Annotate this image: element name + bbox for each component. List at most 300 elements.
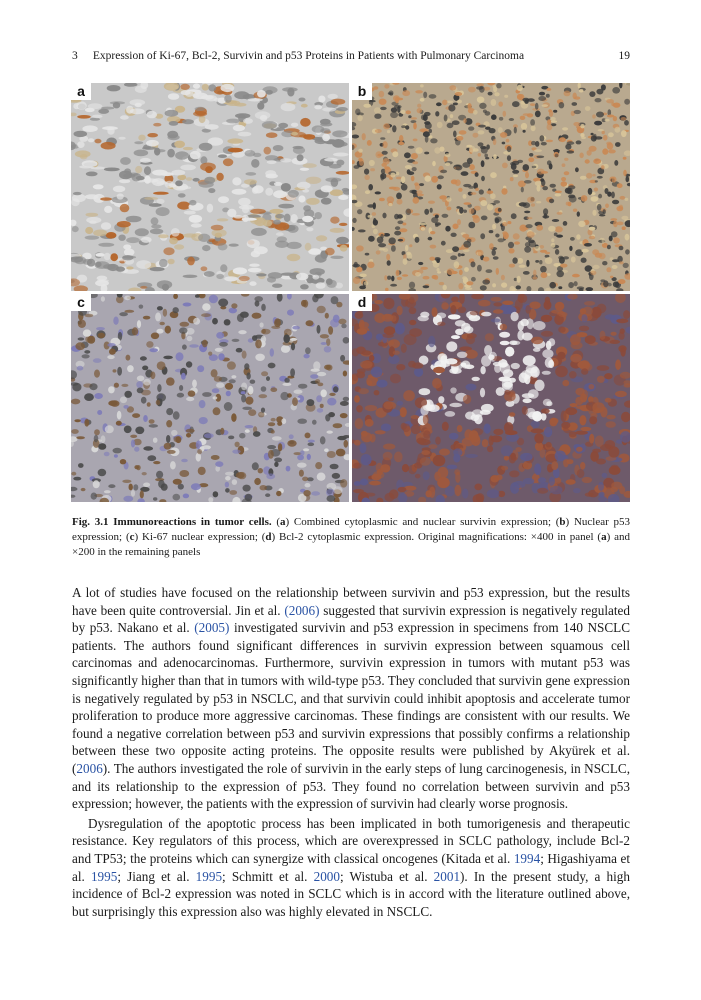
tissue-cell (374, 114, 381, 119)
tissue-cell (78, 320, 86, 328)
tissue-cell (591, 196, 599, 202)
tissue-cell (242, 206, 249, 214)
tissue-cell (180, 165, 196, 171)
tissue-cell (137, 376, 145, 382)
tissue-cell (216, 383, 224, 388)
tissue-cell (435, 111, 439, 116)
tissue-cell (492, 249, 496, 255)
tissue-cell (126, 237, 140, 243)
tissue-cell (535, 103, 539, 110)
tissue-cell (475, 188, 479, 191)
tissue-cell (202, 84, 209, 91)
tissue-cell (380, 234, 383, 239)
tissue-cell (310, 374, 318, 379)
tissue-cell (178, 193, 186, 197)
tissue-cell (607, 192, 611, 197)
tissue-cell (98, 469, 107, 476)
tissue-cell (171, 228, 180, 237)
tissue-cell (555, 154, 559, 158)
tissue-cell (168, 93, 179, 100)
tissue-cell (78, 337, 85, 340)
tissue-cell (167, 149, 175, 158)
tissue-cell (119, 312, 128, 316)
tissue-cell (391, 245, 396, 252)
tissue-cell (411, 117, 417, 120)
tissue-cell (596, 112, 604, 118)
tissue-cell (189, 200, 196, 206)
tissue-cell (274, 182, 282, 186)
tissue-cell (97, 276, 108, 281)
tissue-cell (281, 183, 291, 192)
tissue-cell (140, 158, 151, 163)
tissue-cell (395, 323, 405, 335)
tissue-cell (513, 175, 518, 177)
tissue-cell (622, 226, 626, 230)
tissue-cell (493, 200, 500, 204)
tissue-cell (202, 245, 210, 251)
tissue-cell (473, 216, 480, 223)
tissue-cell (213, 396, 218, 399)
tissue-cell (266, 376, 270, 381)
citation-link[interactable]: 2006 (76, 760, 103, 776)
tissue-cell (191, 223, 202, 227)
tissue-cell (387, 130, 390, 133)
tissue-cell (379, 248, 385, 251)
tissue-cell (493, 429, 503, 435)
tissue-cell (321, 389, 327, 397)
tissue-cell (562, 380, 569, 386)
tissue-cell (621, 117, 627, 121)
tissue-cell (546, 140, 553, 143)
tissue-cell (255, 339, 262, 348)
tissue-cell (396, 193, 402, 200)
tissue-cell (388, 340, 394, 345)
tissue-cell (541, 179, 545, 186)
tissue-cell (562, 127, 568, 130)
tissue-cell (195, 107, 206, 111)
tissue-cell (236, 348, 243, 353)
tissue-cell (391, 276, 394, 282)
tissue-cell (331, 296, 339, 304)
tissue-cell (375, 191, 381, 194)
tissue-cell (104, 168, 120, 172)
tissue-cell (291, 123, 298, 127)
tissue-cell (273, 145, 284, 151)
tissue-cell (510, 482, 519, 494)
tissue-cell (440, 355, 447, 364)
tissue-cell (541, 272, 548, 278)
tissue-cell (563, 221, 568, 226)
tissue-cell (446, 197, 451, 202)
tissue-cell (557, 212, 563, 215)
tissue-cell (512, 161, 519, 165)
tissue-cell (322, 107, 336, 111)
tissue-cell (271, 418, 276, 422)
tissue-cell (568, 282, 574, 288)
tissue-cell (380, 174, 384, 180)
tissue-cell (565, 407, 577, 415)
tissue-cell (504, 390, 510, 395)
tissue-cell (499, 377, 512, 382)
tissue-cell (338, 195, 348, 200)
tissue-cell (84, 419, 89, 427)
tissue-cell (306, 320, 314, 326)
tissue-cell (547, 124, 553, 131)
tissue-cell (383, 123, 390, 129)
tissue-cell (76, 436, 85, 439)
tissue-cell (478, 250, 484, 256)
tissue-cell (551, 238, 554, 242)
tissue-cell (405, 165, 412, 169)
tissue-cell (179, 385, 183, 391)
tissue-cell (314, 105, 322, 110)
tissue-cell (281, 345, 290, 353)
tissue-cell (300, 284, 309, 289)
tissue-cell (271, 430, 275, 434)
tissue-cell (562, 163, 566, 167)
micrograph-c (71, 294, 349, 502)
tissue-cell (168, 259, 175, 265)
tissue-cell (156, 329, 163, 334)
citation-link[interactable]: 2000 (313, 868, 340, 884)
tissue-cell (532, 166, 537, 169)
tissue-cell (132, 327, 138, 335)
tissue-cell (557, 352, 565, 360)
tissue-cell (402, 464, 409, 472)
tissue-cell (251, 159, 259, 168)
tissue-cell (73, 192, 82, 195)
tissue-cell (609, 236, 613, 242)
tissue-cell (485, 333, 494, 341)
tissue-cell (582, 477, 592, 483)
tissue-cell (417, 194, 424, 197)
tissue-cell (511, 363, 520, 369)
tissue-cell (609, 340, 620, 344)
tissue-cell (187, 336, 193, 341)
tissue-cell (624, 120, 629, 126)
tissue-cell (498, 102, 503, 107)
tissue-cell (231, 375, 236, 378)
figure-panel-b (352, 83, 630, 291)
tissue-cell (175, 180, 183, 186)
tissue-cell (579, 89, 584, 92)
tissue-cell (354, 395, 360, 403)
tissue-cell (127, 365, 134, 372)
tissue-cell (215, 461, 223, 467)
tissue-cell (293, 146, 304, 149)
tissue-cell (491, 435, 503, 442)
tissue-cell (321, 185, 333, 192)
tissue-cell (181, 90, 191, 95)
tissue-cell (461, 254, 465, 257)
tissue-cell (610, 276, 613, 279)
tissue-cell (369, 481, 381, 486)
tissue-cell (536, 225, 543, 231)
tissue-cell (413, 123, 417, 130)
tissue-cell (531, 125, 536, 131)
tissue-cell (523, 271, 530, 275)
citation-link[interactable]: 1995 (90, 868, 118, 884)
tissue-cell (500, 324, 507, 331)
tissue-cell (199, 143, 213, 151)
tissue-cell (401, 176, 405, 183)
tissue-cell (254, 478, 261, 485)
tissue-cell (113, 102, 120, 108)
tissue-cell (452, 246, 459, 252)
tissue-cell (114, 383, 119, 388)
tissue-cell (255, 354, 265, 361)
citation-link[interactable]: 1994 (513, 850, 541, 866)
citation-link[interactable]: 1995 (195, 868, 223, 884)
tissue-cell (469, 430, 479, 441)
tissue-cell (519, 372, 528, 383)
tissue-cell (220, 428, 224, 435)
paragraph-text: ; Higashiyama et al. (72, 850, 630, 884)
tissue-cell (581, 368, 588, 374)
tissue-cell (321, 198, 332, 205)
tissue-cell (508, 242, 514, 248)
tissue-cell (307, 454, 311, 460)
tissue-cell (250, 209, 266, 214)
tissue-cell (310, 268, 325, 275)
tissue-cell (98, 333, 105, 339)
tissue-cell (493, 256, 499, 259)
tissue-cell (468, 186, 474, 189)
tissue-cell (531, 429, 544, 434)
tissue-cell (442, 422, 449, 431)
tissue-cell (373, 229, 378, 235)
tissue-cell (577, 361, 589, 369)
tissue-cell (495, 218, 500, 223)
tissue-cell (480, 388, 485, 398)
tissue-cell (369, 100, 376, 102)
tissue-cell (569, 371, 577, 379)
tissue-cell (477, 265, 482, 272)
tissue-cell (421, 114, 426, 120)
tissue-cell (204, 271, 215, 277)
tissue-cell (93, 358, 102, 363)
tissue-cell (408, 146, 415, 149)
tissue-cell (286, 466, 291, 472)
tissue-cell (340, 245, 348, 252)
tissue-cell (401, 125, 406, 128)
tissue-cell (108, 386, 115, 393)
tissue-cell (552, 219, 559, 222)
tissue-cell (425, 175, 432, 181)
tissue-cell (397, 277, 402, 280)
tissue-cell (360, 361, 373, 369)
tissue-cell (531, 203, 535, 206)
paragraph-text: ). In the present study, a high incidence of Bcl-2 expression was noted in SCLC which is in accord with the literature outlined above, but surprisingly this expression also was highly elevated in NSCLC. (72, 868, 630, 919)
tissue-cell (341, 324, 346, 329)
tissue-cell (429, 94, 437, 99)
tissue-cell (353, 277, 360, 284)
tissue-cell (498, 127, 503, 133)
tissue-cell (120, 204, 130, 212)
tissue-cell (449, 403, 462, 407)
tissue-cell (523, 355, 536, 366)
tissue-cell (275, 241, 289, 248)
tissue-cell (314, 212, 322, 219)
tissue-cell (407, 169, 411, 174)
tissue-cell (160, 322, 165, 326)
tissue-cell (143, 446, 153, 450)
tissue-cell (267, 277, 276, 283)
tissue-cell (189, 344, 199, 348)
running-header (72, 48, 630, 64)
tissue-cell (376, 334, 383, 341)
tissue-cell (461, 171, 469, 176)
tissue-cell (605, 398, 612, 403)
tissue-cell (116, 421, 122, 426)
tissue-cell (620, 196, 626, 200)
tissue-cell (550, 117, 556, 121)
tissue-cell (82, 125, 97, 132)
tissue-cell (382, 213, 386, 219)
tissue-cell (141, 397, 147, 404)
tissue-cell (299, 98, 306, 102)
tissue-cell (529, 153, 533, 157)
tissue-cell (146, 140, 159, 147)
tissue-cell (114, 454, 118, 457)
tissue-cell (402, 90, 410, 96)
tissue-cell (479, 189, 484, 194)
figure-3-1 (71, 83, 631, 504)
tissue-cell (312, 275, 319, 280)
tissue-cell (187, 257, 195, 266)
citation-link[interactable]: (2005) (194, 620, 230, 636)
tissue-cell (325, 248, 335, 256)
tissue-cell (414, 368, 423, 377)
tissue-cell (190, 151, 201, 160)
tissue-cell (156, 400, 161, 405)
tissue-cell (134, 141, 143, 144)
tissue-cell (374, 313, 385, 323)
tissue-cell (595, 98, 602, 102)
tissue-cell (121, 384, 128, 387)
tissue-cell (369, 355, 374, 361)
tissue-cell (238, 472, 247, 479)
tissue-cell (533, 270, 536, 277)
tissue-cell (225, 472, 234, 476)
tissue-cell (495, 234, 499, 238)
tissue-cell (613, 237, 620, 243)
figure-panel-d (352, 294, 630, 502)
tissue-cell (606, 421, 616, 428)
tissue-cell (566, 479, 576, 484)
tissue-cell (226, 391, 231, 397)
tissue-cell (550, 486, 563, 495)
tissue-cell (432, 161, 436, 166)
tissue-cell (151, 217, 159, 225)
tissue-cell (287, 254, 301, 261)
citation-link[interactable]: 2001 (433, 868, 461, 884)
tissue-cell (509, 118, 514, 121)
tissue-cell (265, 188, 273, 196)
tissue-cell (580, 393, 587, 402)
tissue-cell (514, 127, 517, 134)
tissue-cell (186, 177, 193, 180)
tissue-cell (182, 119, 194, 124)
tissue-cell (173, 411, 180, 419)
tissue-cell (527, 231, 535, 238)
tissue-cell (487, 204, 494, 211)
tissue-cell (549, 199, 554, 204)
tissue-cell (77, 141, 84, 148)
tissue-cell (572, 274, 580, 278)
tissue-cell (550, 184, 556, 188)
tissue-cell (248, 409, 256, 416)
tissue-cell (447, 465, 457, 470)
tissue-cell (589, 416, 597, 424)
tissue-cell (316, 395, 322, 402)
tissue-cell (612, 259, 619, 262)
tissue-cell (409, 244, 412, 247)
tissue-cell (181, 373, 186, 380)
tissue-cell (404, 334, 417, 345)
tissue-cell (580, 427, 591, 431)
citation-link[interactable]: (2006) (284, 602, 320, 618)
tissue-cell (580, 124, 584, 128)
tissue-cell (243, 118, 253, 124)
tissue-cell (441, 302, 449, 309)
tissue-cell (274, 462, 278, 467)
tissue-cell (585, 335, 596, 344)
tissue-cell (175, 151, 189, 160)
tissue-cell (573, 209, 577, 212)
tissue-cell (131, 490, 135, 497)
tissue-cell (545, 257, 553, 264)
tissue-cell (364, 175, 369, 180)
tissue-cell (156, 207, 170, 216)
tissue-cell (571, 256, 576, 262)
tissue-cell (452, 224, 458, 230)
tissue-cell (142, 366, 148, 371)
tissue-cell (212, 388, 220, 393)
tissue-cell (198, 467, 206, 475)
tissue-cell (463, 194, 467, 199)
tissue-cell (490, 193, 496, 199)
tissue-cell (610, 218, 617, 221)
tissue-cell (437, 184, 442, 189)
tissue-cell (478, 125, 486, 128)
tissue-cell (95, 253, 104, 257)
tissue-cell (480, 200, 487, 206)
tissue-cell (408, 115, 411, 118)
tissue-cell (374, 300, 383, 304)
tissue-cell (180, 322, 190, 327)
tissue-cell (282, 87, 298, 92)
tissue-cell (171, 430, 177, 436)
tissue-cell (287, 242, 302, 249)
tissue-cell (360, 443, 367, 453)
tissue-cell (383, 158, 390, 164)
tissue-cell (463, 210, 467, 213)
tissue-cell (469, 208, 475, 214)
panel-label-a: a (71, 83, 91, 100)
tissue-cell (216, 332, 224, 339)
tissue-cell (379, 99, 387, 105)
tissue-cell (395, 97, 399, 104)
tissue-cell (533, 251, 538, 254)
tissue-cell (567, 150, 575, 153)
tissue-cell (387, 260, 391, 266)
tissue-cell (584, 243, 592, 247)
tissue-cell (122, 480, 131, 483)
tissue-cell (124, 296, 131, 301)
tissue-cell (609, 466, 621, 475)
tissue-cell (549, 163, 553, 169)
